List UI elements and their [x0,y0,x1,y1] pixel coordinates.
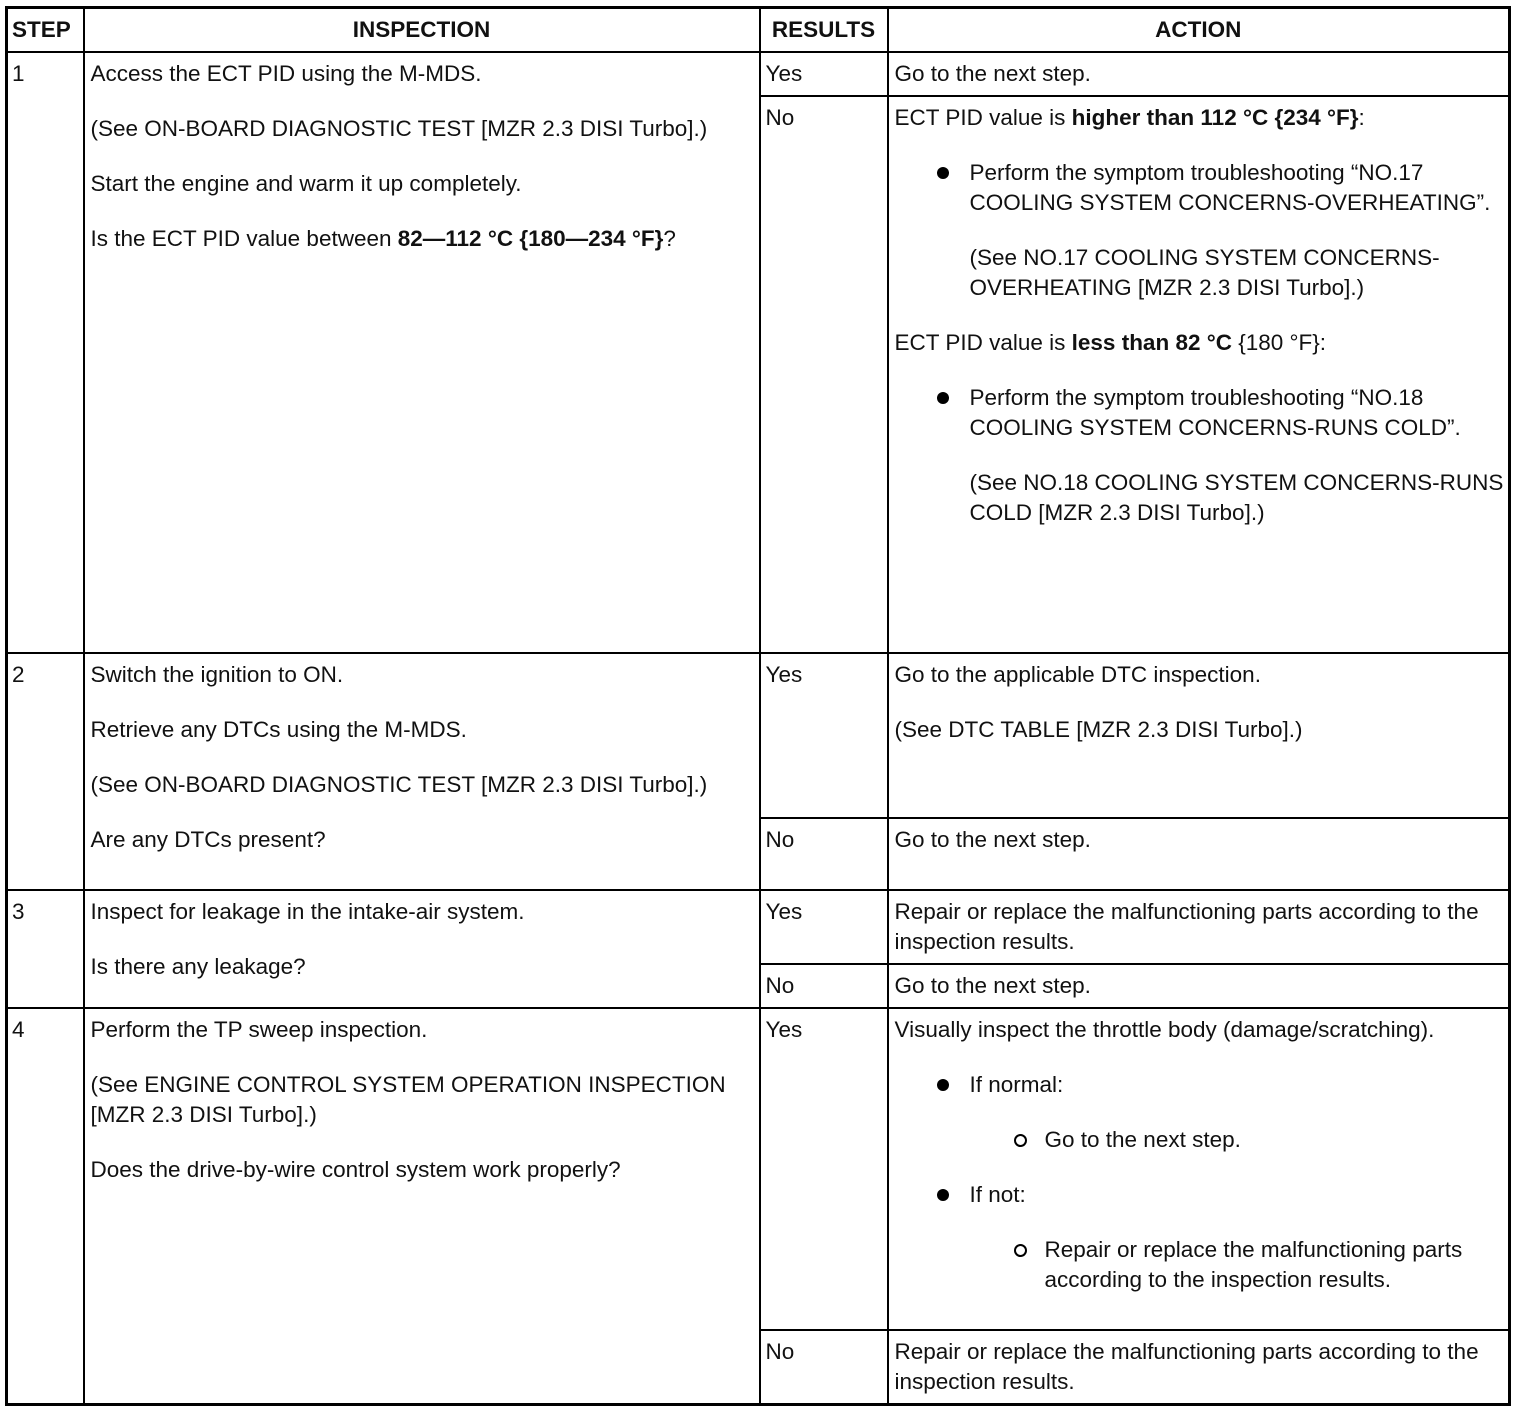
action-cell [888,653,1510,818]
sub-bullet-icon [1014,1244,1027,1257]
bullet-text: Perform the symptom troubleshooting “NO.18 COOLING SYSTEM CONCERNS-RUNS COLD”. [969,385,1461,440]
inspection-question: Is the ECT PID value between 82—112 °C {180—234 °F}? [90,226,676,251]
bullet-text: Perform the symptom troubleshooting “NO.17 COOLING SYSTEM CONCERNS-OVERHEATING”. [969,160,1491,215]
action-text: Go to the next step. [894,61,1091,86]
action-text: ECT PID value is higher than 112 °C {234 °F}: [894,105,1365,130]
header-inspection: INSPECTION [84,8,760,53]
inspection-text: Perform the TP sweep inspection. [90,1017,428,1042]
table-row [7,1008,1510,1330]
bullet-icon [937,1189,949,1201]
inspection-text: (See ON-BOARD DIAGNOSTIC TEST [MZR 2.3 DISI Turbo].) [90,116,708,141]
bullet-item [895,158,1505,303]
table-row [7,890,1510,964]
result-yes: Yes [760,653,888,818]
action-text: Visually inspect the throttle body (damage/scratching). [894,1017,1435,1042]
diagnostic-table [5,6,1511,1406]
result-no: No [760,818,888,890]
result-yes: Yes [760,890,888,964]
action-cell [888,96,1510,653]
inspection-question: Is there any leakage? [90,954,306,979]
inspection-question: Does the drive-by-wire control system work properly? [90,1157,621,1182]
result-no: No [760,96,888,653]
action-cell [888,1008,1510,1330]
step-number: 2 [7,653,84,890]
action-text: Go to the next step. [894,973,1091,998]
bullet-item [895,383,1505,528]
bullet-icon [937,392,949,404]
action-cell [888,52,1510,96]
inspection-text: Access the ECT PID using the M-MDS. [90,61,482,86]
inspection-text: (See ON-BOARD DIAGNOSTIC TEST [MZR 2.3 DISI Turbo].) [90,772,708,797]
result-no: No [760,1330,888,1405]
inspection-cell [84,890,760,1008]
inspection-question: Are any DTCs present? [90,827,326,852]
action-text: Repair or replace the malfunctioning parts according to the inspection results. [894,899,1479,954]
reference-text: (See DTC TABLE [MZR 2.3 DISI Turbo].) [894,717,1303,742]
result-yes: Yes [760,52,888,96]
inspection-text: Switch the ignition to ON. [90,662,344,687]
inspection-cell [84,52,760,653]
reference-text: (See NO.18 COOLING SYSTEM CONCERNS-RUNS COLD [MZR 2.3 DISI Turbo].) [969,470,1504,525]
action-cell [888,818,1510,890]
bullet-icon [937,1079,949,1091]
header-row [7,8,1510,53]
bullet-icon [937,167,949,179]
header-step: STEP [7,8,84,53]
action-text: ECT PID value is less than 82 °C {180 °F}: [894,330,1327,355]
inspection-text: (See ENGINE CONTROL SYSTEM OPERATION INSPECTION [MZR 2.3 DISI Turbo].) [90,1072,726,1127]
sub-bullet-item [970,1235,1505,1295]
inspection-text: Start the engine and warm it up completely. [90,171,522,196]
table-row [7,52,1510,96]
action-cell [888,1330,1510,1405]
action-cell [888,964,1510,1008]
bullet-text: If normal: [969,1072,1064,1097]
step-number: 3 [7,890,84,1008]
table-row [7,653,1510,818]
inspection-text: Retrieve any DTCs using the M-MDS. [90,717,467,742]
sub-bullet-icon [1014,1134,1027,1147]
inspection-cell [84,1008,760,1405]
header-action: ACTION [888,8,1510,53]
reference-text: (See NO.17 COOLING SYSTEM CONCERNS-OVERHEATING [MZR 2.3 DISI Turbo].) [969,245,1440,300]
sub-bullet-text: Go to the next step. [1044,1127,1241,1152]
action-text: Go to the applicable DTC inspection. [894,662,1261,687]
inspection-text: Inspect for leakage in the intake-air system. [90,899,525,924]
sub-bullet-item [970,1125,1505,1155]
action-cell [888,890,1510,964]
result-yes: Yes [760,1008,888,1330]
result-no: No [760,964,888,1008]
header-results: RESULTS [760,8,888,53]
inspection-cell [84,653,760,890]
action-text: Go to the next step. [894,827,1091,852]
sub-bullet-text: Repair or replace the malfunctioning parts according to the inspection results. [1044,1237,1463,1292]
bullet-item [895,1070,1505,1155]
step-number: 1 [7,52,84,653]
step-number: 4 [7,1008,84,1405]
bullet-item [895,1180,1505,1295]
action-text: Repair or replace the malfunctioning parts according to the inspection results. [894,1339,1479,1394]
bullet-text: If not: [969,1182,1026,1207]
